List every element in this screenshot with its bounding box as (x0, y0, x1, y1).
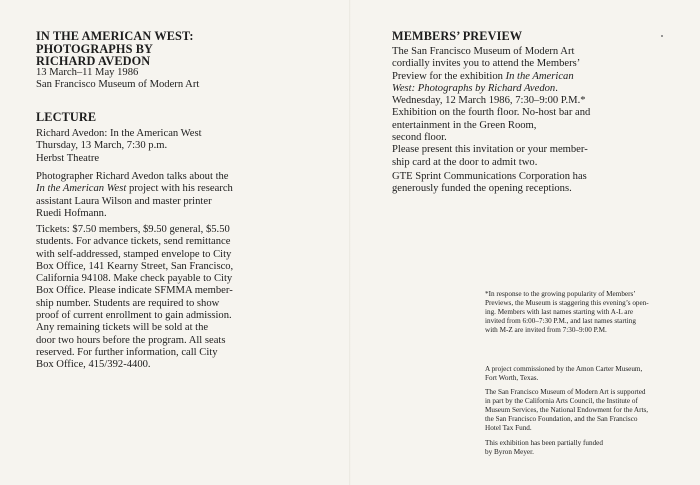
exhibition-title-italic: In the American (505, 70, 574, 82)
ticket-info (36, 224, 336, 372)
preview-heading (392, 30, 670, 43)
invite-line-6: Exhibition on the fourth floor. No-host bar and (392, 107, 591, 119)
tickets-line-2: students. For advance tickets, send remittance (36, 236, 231, 248)
invite-line-7: entertainment in the Green Room, (392, 119, 537, 131)
support-line-2: in part by the California Arts Council, the Institute of (485, 397, 638, 406)
lecture-info (36, 128, 336, 165)
exhibition-details (36, 67, 336, 92)
invite-line-2: cordially invites you to attend the Members’ (392, 58, 581, 70)
invite-line-3: Preview for the exhibition In the American (392, 70, 574, 82)
museum-support (485, 388, 685, 433)
tickets-line-8: proof of current enrollment to gain admission. (36, 310, 232, 322)
support-line-1: The San Francisco Museum of Modern Art is supported (485, 388, 646, 396)
exhibition-venue: San Francisco Museum of Modern Art (36, 79, 200, 91)
credit-line-1: A project commissioned by the Amon Carter Museum, (485, 365, 643, 373)
lecture-heading (36, 111, 336, 124)
invite-line-10: ship card at the door to admit two. (392, 156, 538, 168)
lecture-line-3: Herbst Theatre (36, 152, 100, 164)
tickets-line-10: door two hours before the program. All seats (36, 334, 226, 346)
footnote-line-4: invited from 6:00–7:30 P.M., and last names starting (485, 317, 636, 326)
credit-line-2: Fort Worth, Texas. (485, 374, 539, 383)
sponsor-note (392, 171, 670, 196)
lecture-description (36, 171, 336, 220)
tickets-line-9: Any remaining tickets will be sold at the (36, 322, 209, 334)
sponsor-line-2: generously funded the opening receptions. (392, 183, 572, 195)
center-fold (349, 0, 351, 485)
invite-line-1: The San Francisco Museum of Modern Art (392, 46, 575, 57)
talk-line-4: Ruedi Hofmann. (36, 207, 107, 219)
funding-line-1: This exhibition has been partially funded (485, 439, 603, 447)
talk-line-1: Photographer Richard Avedon talks about the (36, 171, 229, 182)
title-line-3: RICHARD AVEDON (36, 54, 151, 68)
footnote-line-2: Previews, the Museum is staggering this evening’s open- (485, 299, 649, 308)
invite-line-9: Please present this invitation or your member- (392, 144, 588, 156)
support-line-3: Museum Services, the National Endowment for the Arts, (485, 406, 649, 415)
staggered-opening-footnote (485, 290, 685, 335)
footnote-line-1: *In response to the growing popularity of Members’ (485, 290, 636, 298)
tickets-line-11: reserved. For further information, call City (36, 346, 218, 358)
talk-line-2: In the American West project with his research (36, 183, 233, 195)
exhibition-dates: 13 March–11 May 1986 (36, 67, 139, 78)
invite-line-8: second floor. (392, 132, 447, 144)
lecture-line-2: Thursday, 13 March, 7:30 p.m. (36, 140, 168, 152)
sponsor-line-1: GTE Sprint Communications Corporation has (392, 171, 587, 182)
tickets-line-3: with self-addressed, stamped envelope to City (36, 248, 232, 260)
exhibition-title-italic: In the American West (36, 183, 127, 195)
invite-line-4: West: Photographs by Richard Avedon. (392, 82, 558, 94)
support-line-4: the San Francisco Foundation, and the San Francisco (485, 415, 638, 424)
tickets-line-4: Box Office, 141 Kearny Street, San Francisco, (36, 260, 234, 272)
preview-title: MEMBERS’ PREVIEW (392, 29, 523, 43)
title-line-1: IN THE AMERICAN WEST: (36, 29, 194, 43)
preview-invitation (392, 46, 670, 169)
invite-line-5: Wednesday, 12 March 1986, 7:30–9:00 P.M.* (392, 95, 586, 107)
footnote-line-5: with M-Z are invited from 7:30–9:00 P.M. (485, 326, 607, 335)
lecture-line-1: Richard Avedon: In the American West (36, 128, 202, 139)
lecture-title: LECTURE (36, 110, 97, 124)
footnote-line-3: ing. Members with last names starting with A-L are (485, 308, 634, 317)
tickets-line-1: Tickets: $7.50 members, $9.50 general, $5.50 (36, 224, 230, 235)
title-line-2: PHOTOGRAPHS BY (36, 41, 153, 56)
talk-line-3: assistant Laura Wilson and master printer (36, 195, 212, 207)
tickets-line-5: California 94108. Make check payable to City (36, 273, 233, 285)
tickets-line-7: ship number. Students are required to show (36, 297, 220, 309)
tickets-line-6: Box Office. Please indicate SFMMA member- (36, 285, 233, 297)
exhibition-funding (485, 439, 685, 457)
exhibition-title (36, 30, 336, 68)
funding-line-2: by Byron Meyer. (485, 448, 534, 457)
support-line-5: Hotel Tax Fund. (485, 424, 532, 433)
exhibition-title-italic: West: Photographs by Richard Avedon (392, 82, 556, 94)
tickets-line-12: Box Office, 415/392-4400. (36, 359, 151, 371)
commission-credit (485, 365, 685, 383)
